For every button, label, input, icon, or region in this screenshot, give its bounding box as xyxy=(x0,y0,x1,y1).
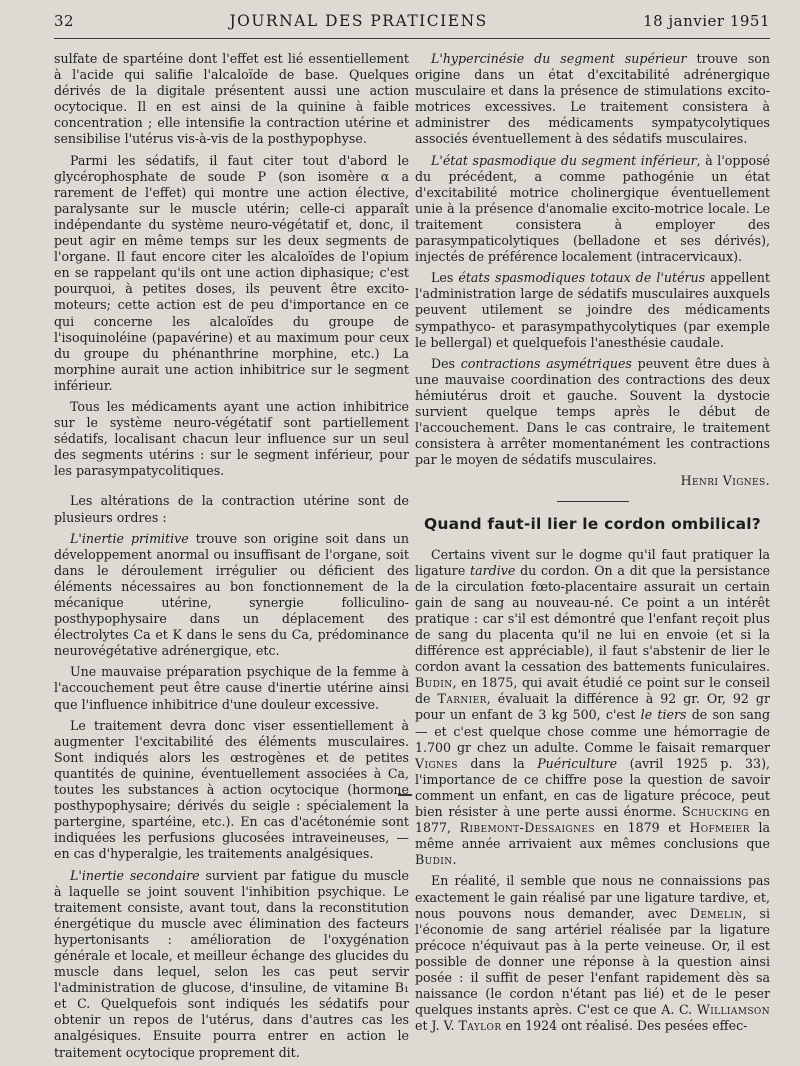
article-title: Quand faut-il lier le cordon ombilical? xyxy=(424,515,761,534)
paragraph-text: en 1924 ont réalisé. Des pesées effec- xyxy=(501,1018,748,1034)
paragraph-text: du cordon. On a dit que la persistance de la circulation fœto-placentaire assurait un certain gain de sang au nouveau-né. Ce point a un intérêt pratique : car s'il est démontré que l'enfant reçoit plus de sang du placenta qu'il ne lui en envoie (et si la différence est appréciable), il faut s'abstenir de lier le cordon avant la cessation des battements funiculaires. xyxy=(415,562,770,675)
issue-date: 18 janvier 1951 xyxy=(643,12,770,30)
author-name: Taylor xyxy=(458,1018,502,1034)
paragraph xyxy=(415,356,770,469)
author-name: Budin xyxy=(415,675,453,691)
paragraph-text: trouve son origine dans un état d'excitabilité adrénergique musculaire et dans la présence de stimulations excito-motrices excessives. Le traitement consistera à administrer des médicaments sympatycolytiques associés éventuellement à des sédatifs musculaires. xyxy=(415,51,770,147)
journal-title: JOURNAL DES PRATICIENS xyxy=(229,12,488,30)
author-name: Tarnier xyxy=(437,691,487,707)
paragraph: Le traitement devra donc viser essentiellement à augmenter l'excitabilité des éléments musculaires. Sont indiqués alors les œstrogènes et de petites quantités de quinine, éventuellement associées à Ca, toutes les substances à action ocytocique (hormone posthypophysaire; dérivés du seigle : spécialement la partergine, spartéine, etc.). En cas d'acétonémie sont indiquées les perfusions glucosées intraveineuses, — en cas d'hyperalgie, les traitements analgésiques. xyxy=(54,717,409,862)
paragraph-text: (avril 1925 p. 33), l'importance de ce chiffre pose la question de savoir comment un enfant, en cas de ligature précoce, peut bien résister à une perte aussi énorme. xyxy=(415,755,770,820)
left-column xyxy=(54,51,409,1066)
term-etat-spasmodique: L'état spasmodique du segment inférieur xyxy=(431,152,697,168)
author-name: Demelin xyxy=(689,905,743,921)
paragraph-text: la même année arrivaient aux mêmes conclusions que xyxy=(415,820,770,852)
author-name: Budin xyxy=(415,852,453,868)
paragraph-text: dans la xyxy=(457,755,538,771)
paragraph xyxy=(415,873,770,1034)
term-contractions-asymetriques: contractions asymétriques xyxy=(460,355,632,371)
paragraph-text: , à l'opposé du précédent, a comme pathogénie un état d'excitabilité motrice cholinergique éventuellement unie à la présence d'anomalie excito-motrice locale. Le traitement consistera à employer des parasympaticolytiques (belladone et ses dérivés), injectés de préférence localement (intracervicaux). xyxy=(415,152,770,265)
paragraph xyxy=(415,270,770,350)
paragraph-text: , évaluait la différence à 92 gr. Or, 92 gr pour un enfant de 3 kg 500, c'est xyxy=(415,691,770,723)
right-column xyxy=(415,51,770,1066)
running-head xyxy=(54,12,770,36)
term-inertie-primitive: L'inertie primitive xyxy=(70,530,189,546)
author-name: Schucking xyxy=(681,804,749,820)
paragraph-text: en 1879 et xyxy=(594,820,690,836)
term-le-tiers: le tiers xyxy=(640,707,687,723)
paragraph xyxy=(415,153,770,266)
paragraph-text: survient par fatigue du muscle à laquelle se joint souvent l'inhibition psychique. Le traitement consiste, avant tout, dans la reconstitution énergétique du muscle avec élimination des facteurs hypertonisants : amélioration de l'oxygénation générale et locale, et meilleur échange des glucides du muscle dans lequel, selon les cas peut servir l'administration de glucose, d'insuline, de vitamine B₁ et C. Quelquefois sont indiqués les sédatifs pour obtenir un repos de l'utérus, dans d'autres cas les analgésiques. Ensuite pourra entrer en action le traitement ocytocique proprement dit. xyxy=(54,867,410,1060)
section-divider xyxy=(557,501,629,502)
paragraph-text: et J. V. xyxy=(415,1018,459,1034)
paragraph: Une mauvaise préparation psychique de la femme à l'accouchement peut être cause d'inertie utérine ainsi que l'influence inhibitrice d'une douleur excessive. xyxy=(54,664,409,712)
paragraph xyxy=(54,868,409,1061)
paragraph xyxy=(54,531,409,660)
paragraph-text: , si l'économie de sang artériel réalisée par la ligature précoce n'équivaut pas à la perte veineuse. Or, il est possible de donner une réponse à la question ainsi posée : il suffit de peser l'enfant rapidement dès sa naissance (le cordon n'étant pas lié) et de le peser quelques instants après. C'est ce que A. C. xyxy=(415,905,770,1018)
author-signature: Henri Vignes. xyxy=(680,473,770,489)
author-name: Ribemont-Dessaignes xyxy=(459,820,595,836)
term-inertie-secondaire: L'inertie secondaire xyxy=(70,867,200,883)
paragraph-text: de son sang — et c'est quelque chose comme une hémorragie de 1.700 gr chez un adulte. Comme le faisait remarquer xyxy=(415,707,771,755)
paragraph-text: trouve son origine soit dans un développement anormal ou insuffisant de l'organe, soit dans le déroulement irrégulier ou déficient des éléments nécessaires au bon fonctionnement de la mécanique utérine, synergie folliculino-posthypophysaire dans un déplacement des électrolytes Ca et K dans le sens du Ca, prédominance neurovégétative adrénergique, etc. xyxy=(54,530,409,659)
author-name: Vignes xyxy=(415,755,458,771)
paragraph-text: appellent l'administration large de sédatifs musculaires auxquels peuvent utilement se joindre des médicaments sympathyco- et parasympathycolytiques (par exemple le bellergal) et quelquefois l'anesthésie caudale. xyxy=(415,270,770,350)
paragraph: sulfate de spartéine dont l'effet est lié essentiellement à l'acide qui salifie l'alcaloïde de base. Quelques dérivés de la digitale présentent aussi une action ocytocique. Il en est ainsi de la quinine à faible concentration ; elle intensifie la contraction utérine et sensibilise l'utérus vis-à-vis de la posthypophyse. xyxy=(54,51,409,147)
publication-title: Puériculture xyxy=(537,755,618,771)
term-hypercinesie: L'hypercinésie du segment supérieur xyxy=(431,51,687,66)
paragraph-text: Certains vivent sur le dogme qu'il faut pratiquer la ligature xyxy=(415,546,770,578)
paragraph-text: Les xyxy=(431,270,459,286)
paragraph-gap xyxy=(54,484,409,493)
paragraph-text: , en 1875, qui avait étudié ce point sur le conseil de xyxy=(415,675,770,707)
paragraph: Les altérations de la contraction utérine sont de plusieurs ordres : xyxy=(54,493,409,525)
paragraph-text: peuvent être dues à une mauvaise coordination des contractions des deux hémiutérus droit et gauche. Souvent la dystocie survient quelque temps après le début de l'accouchement. Dans le cas contraire, le traitement consistera à arrêter momentanément les contractions par le moyen de sédatifs musculaires. xyxy=(415,355,770,468)
text-columns xyxy=(54,51,770,1066)
paragraph-text: En réalité, il semble que nous ne connaissions pas exactement le gain réalisé par une ligature tardive, et, nous pouvons nous demander, avec xyxy=(415,873,770,921)
author-name: Hofmeier xyxy=(689,820,750,836)
paragraph: Parmi les sédatifs, il faut citer tout d'abord le glycérophosphate de soude P (son isomère α a rarement de l'effet) qui montre une action élective, paralysante sur le muscle utérin; celle-ci apparaît indépendante du système neuro-végétatif et, donc, il peut agir en même temps sur les deux segments de l'organe. Il faut encore citer les alcaloïdes de l'opium en se rappelant qu'ils ont une action diphasique; c'est pourquoi, à petites doses, ils peuvent être excito-moteurs; cette action est de peu d'importance en ce qui concerne les alcaloïdes du groupe de l'isoquinoléine (papavérine) et au maximum pour ceux du groupe du phénanthrine morphine, etc.) La morphine aurait une action inhibitrice sur le segment inférieur. xyxy=(54,152,409,393)
paragraph xyxy=(415,547,770,869)
paragraph-text: . xyxy=(452,852,457,868)
author-name: Williamson xyxy=(696,1002,770,1018)
paragraph-text: en 1877, xyxy=(415,804,770,836)
term-tardive: tardive xyxy=(470,562,516,578)
page-number: 32 xyxy=(54,12,75,30)
paragraph: Tous les médicaments ayant une action inhibitrice sur le système neuro-végétatif sont partiellement sédatifs, localisant chacun leur influence sur un seul des segments utérins : sur le segment inférieur, pour les parasympatycolitiques. xyxy=(54,398,409,479)
paragraph-text: Des xyxy=(431,355,461,371)
margin-mark xyxy=(398,794,412,796)
header-rule xyxy=(54,38,770,39)
term-etats-spasmodiques-totaux: états spasmodiques totaux de l'utérus xyxy=(458,270,706,286)
paragraph xyxy=(415,51,770,148)
